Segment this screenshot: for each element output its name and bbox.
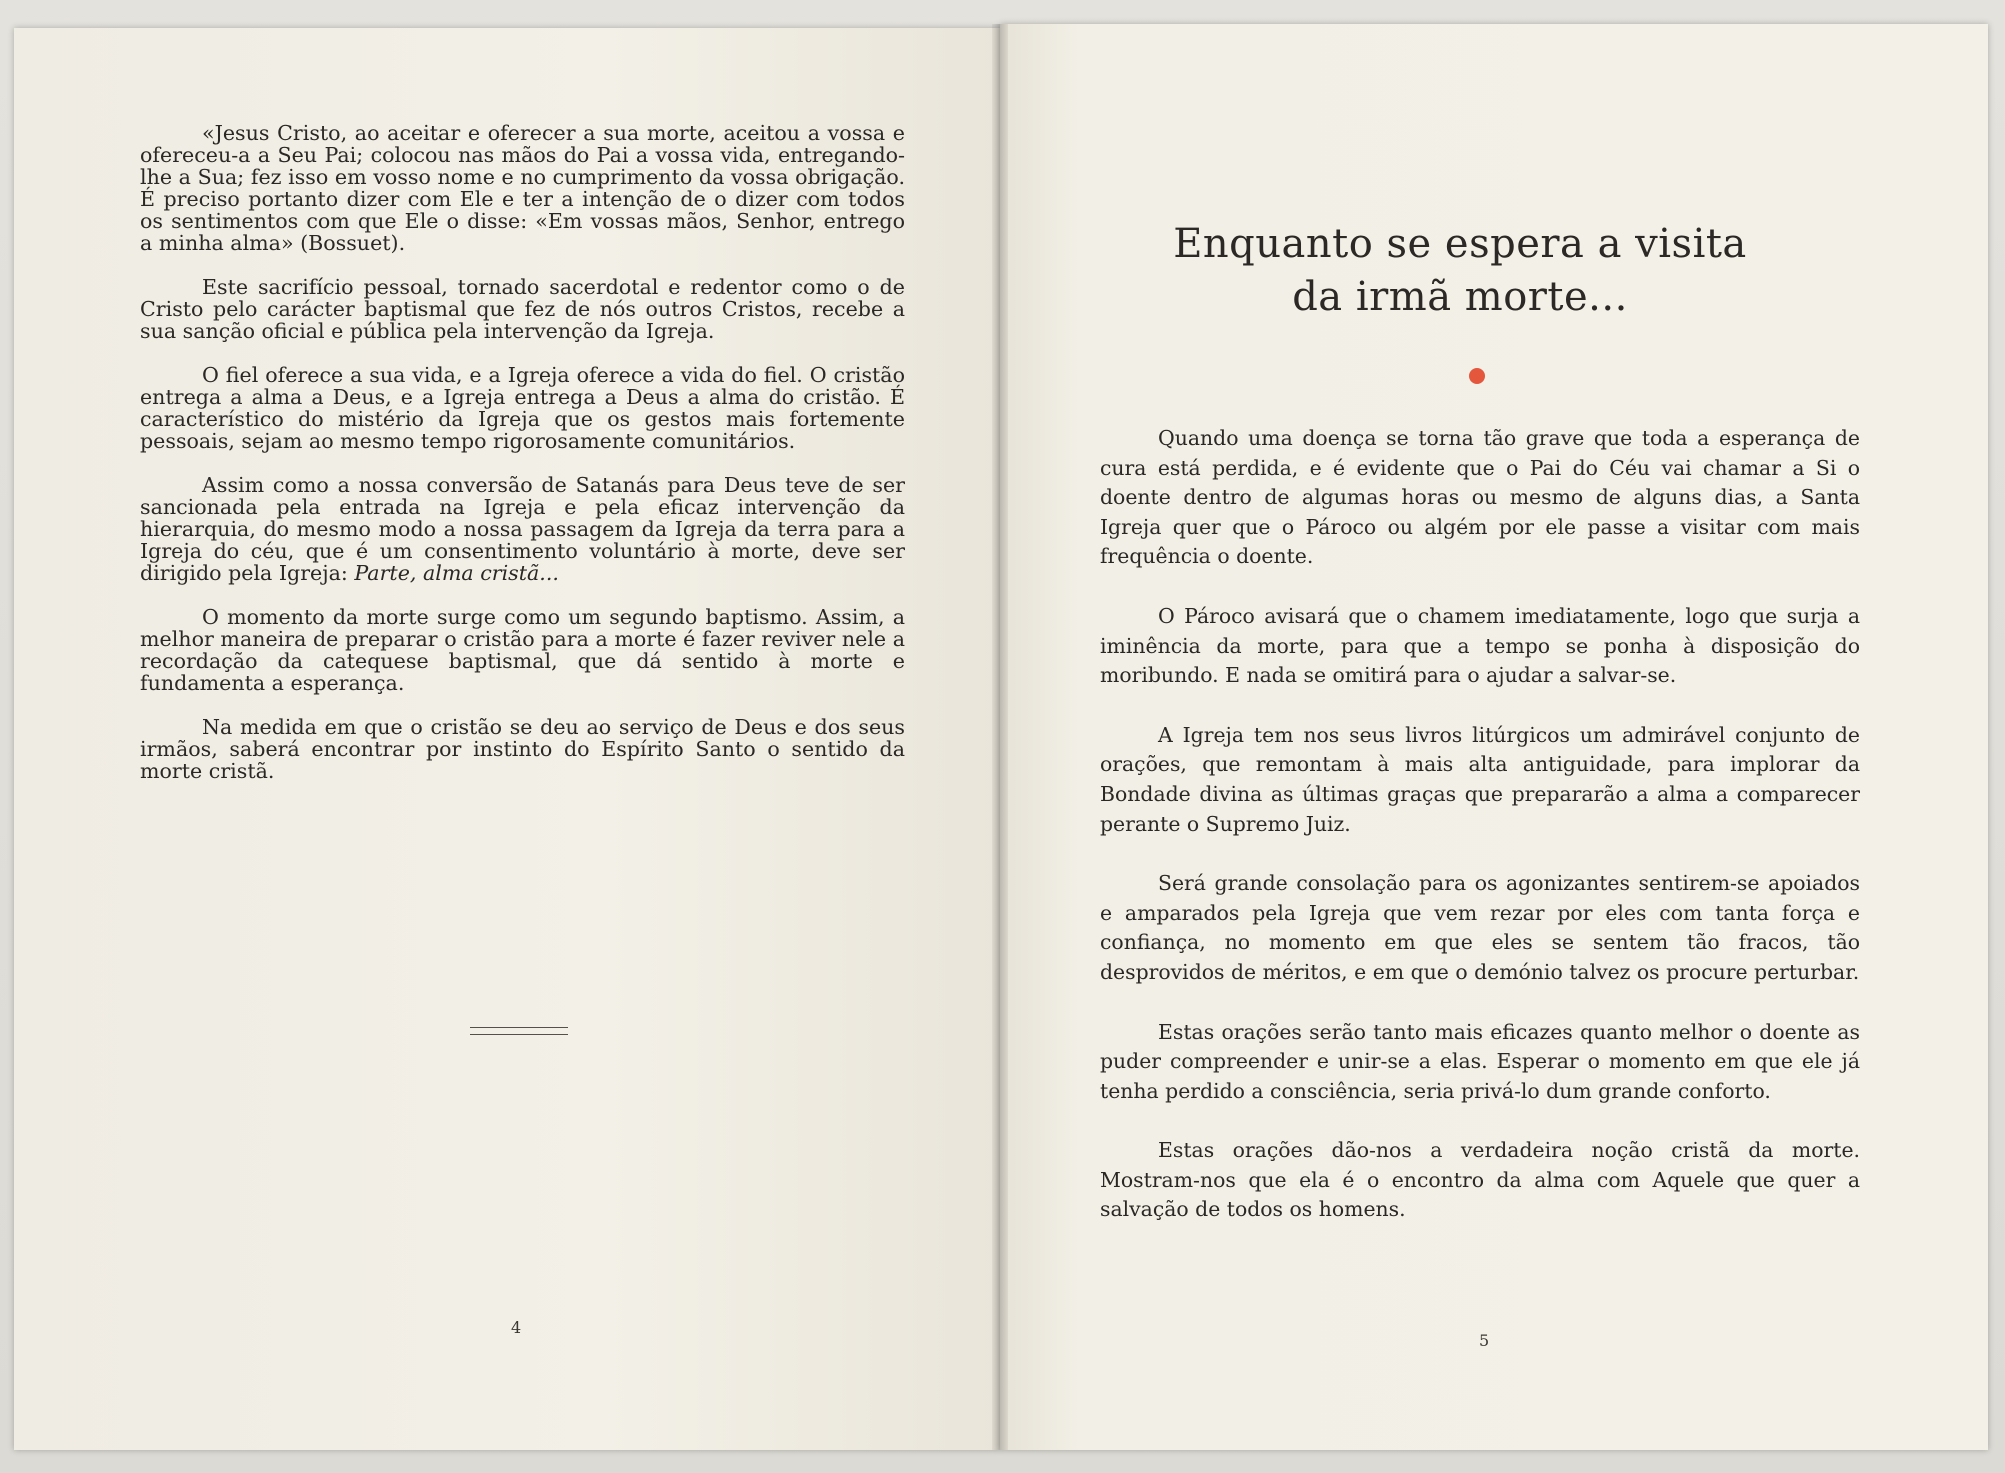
left-paragraph-4-text: Assim como a nossa conversão de Satanás para Deus teve de ser sancionada pela entrada na Igreja e pela eficaz intervenção da hierarquia, do mesmo modo a nossa passagem da Igreja da terra para a Igreja do céu, que é um consentimento voluntário à morte, deve ser dirigido pela Igreja: <box>140 473 905 585</box>
right-paragraph-3: A Igreja tem nos seus livros litúrgicos um admirável conjunto de orações, que remontam à mais alta antiguidade, para implorar da Bondade divina as últimas graças que prepararão a alma a comparecer perante o Supremo Juiz. <box>1100 722 1860 836</box>
left-page-number: 4 <box>511 1318 522 1337</box>
right-paragraph-4: Será grande consolação para os agonizantes sentirem-se apoiados e amparados pela Igreja que vem rezar por eles com tanta força e confiança, no momento em que eles se sentem tão fracos, tão desprovidos de méritos, e em que o demónio talvez os procure perturbar. <box>1100 871 1860 984</box>
left-paragraph-5: O momento da morte surge como um segundo baptismo. Assim, a melhor maneira de preparar o cristão para a morte é fazer reviver nele a recordação da catequese baptismal, que dá sentido à morte e fundamenta a esperança. <box>140 605 905 695</box>
right-page-body <box>1100 424 1860 1255</box>
chapter-heading-line-2: da irmã morte... <box>1292 274 1628 320</box>
chapter-heading-line-1: Enquanto se espera a visita <box>1173 221 1747 267</box>
chapter-heading <box>1140 218 1780 324</box>
left-paragraph-6: Na medida em que o cristão se deu ao serviço de Deus e dos seus irmãos, saberá encontrar por instinto do Espírito Santo o sentido da morte cristã. <box>140 715 905 783</box>
right-paragraph-5: Estas orações serão tanto mais eficazes quanto melhor o doente as puder compreender e unir-se a elas. Esperar o momento em que ele já tenha perdido a consciência, seria privá-lo dum grande conforto. <box>1100 1019 1860 1103</box>
section-divider <box>470 1027 568 1035</box>
right-paragraph-1: Quando uma doença se torna tão grave que toda a esperança de cura está perdida, e é evidente que o Pai do Céu vai chamar a Si o doente dentro de algumas horas ou mesmo de alguns dias, a Santa Igreja quer que o Pároco ou algém por ele passe a visitar com mais frequência o doente. <box>1100 426 1860 569</box>
left-paragraph-4-italic: Parte, alma cristã... <box>354 561 559 585</box>
red-ink-mark <box>1469 368 1485 384</box>
left-paragraph-2: Este sacrifício pessoal, tornado sacerdotal e redentor como o de Cristo pelo carácter baptismal que fez de nós outros Cristos, recebe a sua sanção oficial e pública pela intervenção da Igreja. <box>140 275 905 343</box>
left-page-body <box>140 122 905 804</box>
right-paragraph-6: Estas orações dão-nos a verdadeira noção cristã da morte. Mostram-nos que ela é o encontro da alma com Aquele que quer a salvação de todos os homens. <box>1100 1138 1860 1222</box>
book-gutter <box>992 24 1008 1450</box>
left-paragraph-3: O fiel oferece a sua vida, e a Igreja oferece a vida do fiel. O cristão entrega a alma a Deus, e a Igreja entrega a Deus a alma do cristão. É característico do mistério da Igreja que os gestos mais fortemente pessoais, sejam ao mesmo tempo rigorosamente comunitários. <box>140 363 905 453</box>
left-paragraph-4 <box>140 474 905 584</box>
right-paragraph-2: O Pároco avisará que o chamem imediatamente, logo que surja a iminência da morte, para que a tempo se ponha à disposição do moribundo. E nada se omitirá para o ajudar a salvar-se. <box>1100 603 1860 688</box>
left-paragraph-1: «Jesus Cristo, ao aceitar e oferecer a sua morte, aceitou a vossa e ofereceu-a a Seu Pai; colocou nas mãos do Pai a vossa vida, entregando-lhe a Sua; fez isso em vosso nome e no cumprimento da vossa obrigação. É preciso portanto dizer com Ele e ter a intenção de o dizer com todos os sentimentos com que Ele o disse: «Em vossas mãos, Senhor, entrego a minha alma» (Bossuet). <box>140 121 905 255</box>
right-page-number: 5 <box>1479 1331 1490 1350</box>
